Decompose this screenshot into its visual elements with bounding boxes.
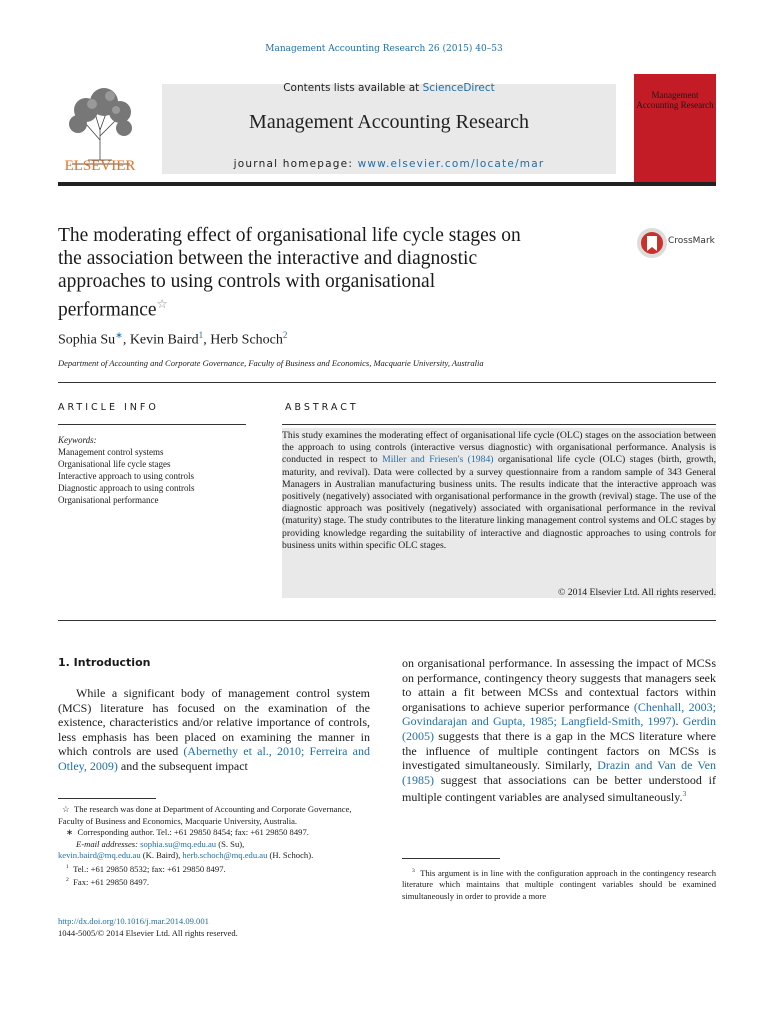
body-text: suggest that associations can be better understood if multiple contingent variables are analysed simultaneously. bbox=[402, 772, 716, 805]
contents-prefix: Contents lists available at bbox=[283, 82, 423, 94]
body-text: on organisational performance. In assessing the impact of MCSs on performance, contingency theory suggests that managers seek to attain a fit between MCSs and contextual factors within organisations to achieve superior performance bbox=[402, 656, 716, 714]
keywords-block bbox=[58, 434, 246, 506]
title-line: approaches to using controls with organisational bbox=[58, 271, 436, 292]
divider bbox=[58, 382, 716, 383]
footnote-1: $^1$ Tel.: +61 29850 8532; fax: +61 29850 8497. bbox=[66, 863, 226, 874]
footnote-corresponding: ∗ Corresponding author. Tel.: +61 29850 8454; fax: +61 29850 8497. bbox=[66, 827, 309, 837]
citation-link[interactable]: (Chenhall, 2003; Govindarajan and Gupta, 1985; Langfield-Smith, 1997) bbox=[402, 699, 717, 729]
keyword: Interactive approach to using controls bbox=[58, 471, 194, 481]
header-divider bbox=[58, 182, 716, 186]
footnote-divider bbox=[402, 858, 500, 859]
citation-link[interactable]: Miller and Friesen's (1984) bbox=[382, 454, 494, 466]
email-link[interactable]: herb.schoch@mq.edu.au bbox=[182, 850, 268, 860]
footnote-emails-cont: kevin.baird@mq.edu.au (K. Baird), herb.schoch@mq.edu.au (H. Schoch). bbox=[58, 850, 314, 860]
body-text: . bbox=[675, 714, 683, 729]
keyword: Organisational life cycle stages bbox=[58, 459, 171, 469]
title-star-footnote-marker[interactable]: ☆ bbox=[156, 297, 168, 311]
journal-citation[interactable]: Management Accounting Research 26 (2015) 40–53 bbox=[265, 44, 503, 54]
citation-link[interactable]: (Abernethy et al., 2010; Ferreira and Otley, 2009) bbox=[58, 744, 370, 773]
intro-column-left bbox=[58, 686, 370, 774]
title-line-last: performance☆ bbox=[58, 297, 168, 321]
footnote-star: ☆ The research was done at Department of Accounting and Corporate Governance, Faculty of Business and Economics, Macquarie University, Australia. bbox=[58, 804, 352, 826]
author-mark[interactable]: 2 bbox=[282, 330, 288, 340]
body-text: and the subsequent impact bbox=[117, 758, 248, 773]
footnotes-left bbox=[58, 804, 370, 888]
sciencedirect-link[interactable]: ScienceDirect bbox=[422, 82, 495, 94]
journal-homepage-line bbox=[162, 158, 616, 170]
article-info-heading: ARTICLE INFO bbox=[58, 402, 159, 413]
abstract-text: This study examines the moderating effect of organisational life cycle (OLC) stages on the association between the approach to using controls (interactive versus diagnostic) with organisational performance. Analysis is conducted in respect to Miller and Friesen's (1984) organisational life cycle (OLC) stages (birth, growth, maturity, and revival). Data were collected by a survey questionnaire from a random sample of 343 General Managers in Australian manufacturing business units. The results indicate that the interactive approach was positively (negatively) associated with organisational performance in the growth (revival) stage. The use of the diagnostic approach was positively (negatively) associated with organisational performance in the revival (maturity) stage. The study contributes to the literature linking management control systems and OLC stages by providing knowledge regarding the suitability of interactive and diagnostic approaches to using controls for business units within specific OLC stages. bbox=[282, 430, 717, 551]
affiliation: Department of Accounting and Corporate Governance, Faculty of Business and Economics, Macquarie University, Australia bbox=[58, 358, 484, 368]
footnote-emails: E-mail addresses: sophia.su@mq.edu.au (S. Su), bbox=[76, 838, 245, 849]
keywords-label: Keywords: bbox=[58, 435, 97, 445]
footnote-2: $^2$ Fax: +61 29850 8497. bbox=[66, 876, 150, 887]
footnote-divider bbox=[58, 798, 156, 799]
journal-title: Management Accounting Research bbox=[249, 111, 529, 133]
section-heading-introduction: 1. Introduction bbox=[58, 656, 151, 669]
abstract-heading: ABSTRACT bbox=[285, 402, 359, 413]
paper-title bbox=[58, 224, 618, 322]
divider bbox=[58, 424, 246, 425]
keyword: Organisational performance bbox=[58, 495, 159, 505]
contents-line bbox=[162, 82, 616, 94]
email-link[interactable]: kevin.baird@mq.edu.au bbox=[58, 850, 141, 860]
keyword: Diagnostic approach to using controls bbox=[58, 483, 195, 493]
divider bbox=[282, 424, 716, 425]
citation-link[interactable]: Gerdin (2005) bbox=[402, 714, 717, 743]
footnote-3: $^3$ This argument is in line with the configuration approach in the contingency research literature which maintains that multiple contingent variables should be examined simultaneously in order to provide a more bbox=[402, 867, 717, 901]
author-name: Sophia Su bbox=[58, 332, 116, 348]
citation-link[interactable]: Drazin and Van de Ven (1985) bbox=[402, 758, 716, 787]
abstract-copyright: © 2014 Elsevier Ltd. All rights reserved. bbox=[557, 587, 716, 598]
homepage-link[interactable]: www.elsevier.com/locate/mar bbox=[357, 158, 545, 170]
footnote-marker[interactable]: 3 bbox=[682, 789, 687, 799]
crossmark-label[interactable]: CrossMark bbox=[668, 236, 715, 246]
body-text: While a significant body of management control system (MCS) literature has focused on the examination of the existence, characteristics and/or relative importance of controls, less emphasis has been placed on examining the manner in which controls are used bbox=[58, 686, 370, 759]
divider bbox=[58, 620, 716, 621]
author-name: Kevin Baird bbox=[129, 332, 199, 348]
keyword: Management control systems bbox=[58, 447, 164, 457]
elsevier-wordmark: ELSEVIER bbox=[64, 158, 136, 174]
email-link[interactable]: sophia.su@mq.edu.au bbox=[140, 838, 217, 849]
author-name: Herb Schoch bbox=[210, 332, 283, 348]
author-mark[interactable]: 1 bbox=[198, 330, 204, 340]
title-line: the association between the interactive and diagnostic bbox=[58, 248, 478, 269]
intro-column-right bbox=[402, 656, 716, 805]
homepage-prefix: journal homepage: bbox=[233, 158, 358, 170]
journal-cover-title: Management Accounting Research bbox=[636, 90, 714, 110]
doi-link[interactable]: http://dx.doi.org/10.1016/j.mar.2014.09.001 bbox=[58, 916, 209, 926]
body-text: suggests that there is a gap in the MCS literature where the influence of multiple contingent factors on MCSs is investigated simultaneously. Similarly, bbox=[402, 728, 716, 773]
issn-line: 1044-5005/© 2014 Elsevier Ltd. All rights reserved. bbox=[58, 928, 238, 938]
title-line: The moderating effect of organisational life cycle stages on bbox=[58, 225, 521, 246]
author-list: Sophia Su∗, Kevin Baird$^1$, Herb Schoch$^2$ bbox=[58, 330, 288, 348]
author-mark[interactable]: ∗ bbox=[115, 330, 123, 340]
